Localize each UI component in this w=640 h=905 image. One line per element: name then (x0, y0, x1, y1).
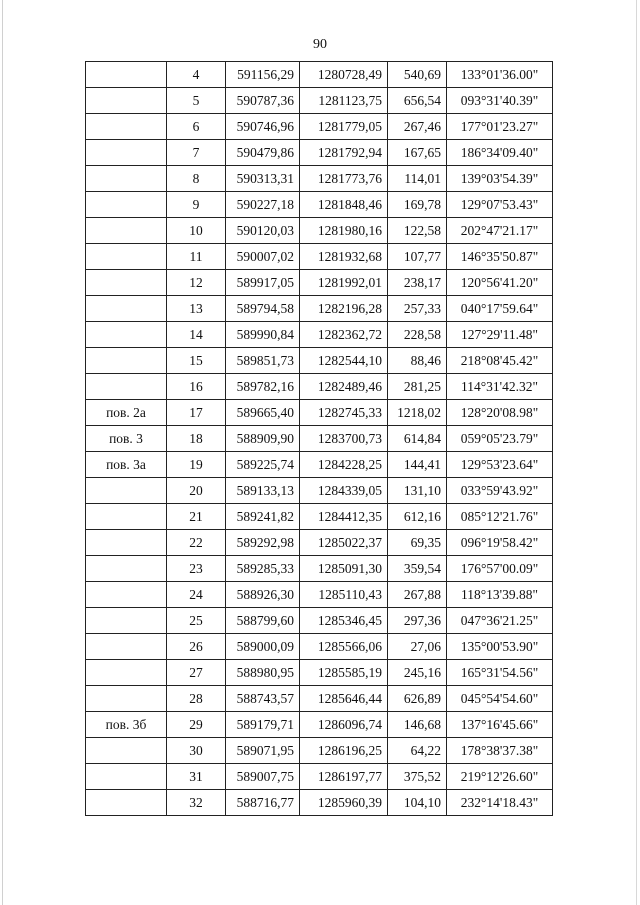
bearing-cell: 219°12'26.60" (447, 764, 553, 790)
y-coordinate-cell: 1282362,72 (300, 322, 388, 348)
distance-cell: 1218,02 (388, 400, 447, 426)
y-coordinate-cell: 1285091,30 (300, 556, 388, 582)
point-number-cell: 15 (167, 348, 226, 374)
turn-label-cell (86, 244, 167, 270)
bearing-cell: 085°12'21.76" (447, 504, 553, 530)
point-number-cell: 17 (167, 400, 226, 426)
turn-label-cell (86, 556, 167, 582)
table-row (86, 88, 553, 114)
x-coordinate-cell: 589071,95 (226, 738, 300, 764)
x-coordinate-cell: 590787,36 (226, 88, 300, 114)
point-number-cell: 24 (167, 582, 226, 608)
turn-label-cell: пов. 2а (86, 400, 167, 426)
x-coordinate-cell: 588909,90 (226, 426, 300, 452)
turn-label-cell (86, 348, 167, 374)
bearing-cell: 137°16'45.66" (447, 712, 553, 738)
distance-cell: 144,41 (388, 452, 447, 478)
point-number-cell: 22 (167, 530, 226, 556)
point-number-cell: 27 (167, 660, 226, 686)
point-number-cell: 11 (167, 244, 226, 270)
bearing-cell: 118°13'39.88" (447, 582, 553, 608)
x-coordinate-cell: 589292,98 (226, 530, 300, 556)
table-row (86, 400, 553, 426)
distance-cell: 540,69 (388, 62, 447, 88)
table-row (86, 348, 553, 374)
bearing-cell: 096°19'58.42" (447, 530, 553, 556)
x-coordinate-cell: 590227,18 (226, 192, 300, 218)
distance-cell: 228,58 (388, 322, 447, 348)
distance-cell: 626,89 (388, 686, 447, 712)
bearing-cell: 186°34'09.40" (447, 140, 553, 166)
y-coordinate-cell: 1281773,76 (300, 166, 388, 192)
point-number-cell: 7 (167, 140, 226, 166)
x-coordinate-cell: 589285,33 (226, 556, 300, 582)
distance-cell: 375,52 (388, 764, 447, 790)
point-number-cell: 20 (167, 478, 226, 504)
point-number-cell: 32 (167, 790, 226, 816)
x-coordinate-cell: 589917,05 (226, 270, 300, 296)
turn-label-cell: пов. 3б (86, 712, 167, 738)
table-row (86, 62, 553, 88)
point-number-cell: 6 (167, 114, 226, 140)
page-edge-right (636, 0, 637, 905)
point-number-cell: 18 (167, 426, 226, 452)
y-coordinate-cell: 1285022,37 (300, 530, 388, 556)
table-row (86, 660, 553, 686)
table-row (86, 582, 553, 608)
bearing-cell: 059°05'23.79" (447, 426, 553, 452)
bearing-cell: 178°38'37.38" (447, 738, 553, 764)
x-coordinate-cell: 590007,02 (226, 244, 300, 270)
turn-label-cell (86, 530, 167, 556)
y-coordinate-cell: 1281932,68 (300, 244, 388, 270)
turn-label-cell (86, 270, 167, 296)
table-row (86, 504, 553, 530)
point-number-cell: 12 (167, 270, 226, 296)
y-coordinate-cell: 1282745,33 (300, 400, 388, 426)
table-row (86, 556, 553, 582)
bearing-cell: 177°01'23.27" (447, 114, 553, 140)
bearing-cell: 047°36'21.25" (447, 608, 553, 634)
bearing-cell: 120°56'41.20" (447, 270, 553, 296)
point-number-cell: 4 (167, 62, 226, 88)
coordinates-table (85, 61, 553, 816)
distance-cell: 167,65 (388, 140, 447, 166)
distance-cell: 169,78 (388, 192, 447, 218)
point-number-cell: 19 (167, 452, 226, 478)
table-row (86, 218, 553, 244)
table-row (86, 374, 553, 400)
y-coordinate-cell: 1280728,49 (300, 62, 388, 88)
bearing-cell: 129°53'23.64" (447, 452, 553, 478)
y-coordinate-cell: 1281123,75 (300, 88, 388, 114)
y-coordinate-cell: 1284412,35 (300, 504, 388, 530)
turn-label-cell (86, 322, 167, 348)
table-row (86, 608, 553, 634)
y-coordinate-cell: 1285960,39 (300, 790, 388, 816)
x-coordinate-cell: 588799,60 (226, 608, 300, 634)
point-number-cell: 13 (167, 296, 226, 322)
x-coordinate-cell: 590120,03 (226, 218, 300, 244)
y-coordinate-cell: 1282196,28 (300, 296, 388, 322)
bearing-cell: 165°31'54.56" (447, 660, 553, 686)
x-coordinate-cell: 588926,30 (226, 582, 300, 608)
turn-label-cell (86, 62, 167, 88)
bearing-cell: 218°08'45.42" (447, 348, 553, 374)
y-coordinate-cell: 1286096,74 (300, 712, 388, 738)
x-coordinate-cell: 588716,77 (226, 790, 300, 816)
distance-cell: 267,46 (388, 114, 447, 140)
y-coordinate-cell: 1284228,25 (300, 452, 388, 478)
distance-cell: 64,22 (388, 738, 447, 764)
turn-label-cell (86, 114, 167, 140)
table-row (86, 244, 553, 270)
x-coordinate-cell: 589782,16 (226, 374, 300, 400)
distance-cell: 69,35 (388, 530, 447, 556)
x-coordinate-cell: 589851,73 (226, 348, 300, 374)
y-coordinate-cell: 1282489,46 (300, 374, 388, 400)
turn-label-cell (86, 686, 167, 712)
point-number-cell: 9 (167, 192, 226, 218)
table-row (86, 192, 553, 218)
distance-cell: 27,06 (388, 634, 447, 660)
turn-label-cell (86, 608, 167, 634)
y-coordinate-cell: 1281792,94 (300, 140, 388, 166)
table-row (86, 140, 553, 166)
y-coordinate-cell: 1286197,77 (300, 764, 388, 790)
distance-cell: 107,77 (388, 244, 447, 270)
table-row (86, 322, 553, 348)
turn-label-cell (86, 140, 167, 166)
turn-label-cell (86, 582, 167, 608)
bearing-cell: 146°35'50.87" (447, 244, 553, 270)
distance-cell: 131,10 (388, 478, 447, 504)
table-row (86, 790, 553, 816)
point-number-cell: 31 (167, 764, 226, 790)
point-number-cell: 29 (167, 712, 226, 738)
y-coordinate-cell: 1285110,43 (300, 582, 388, 608)
turn-label-cell (86, 660, 167, 686)
y-coordinate-cell: 1283700,73 (300, 426, 388, 452)
point-number-cell: 16 (167, 374, 226, 400)
point-number-cell: 25 (167, 608, 226, 634)
distance-cell: 297,36 (388, 608, 447, 634)
bearing-cell: 176°57'00.09" (447, 556, 553, 582)
turn-label-cell (86, 166, 167, 192)
y-coordinate-cell: 1281980,16 (300, 218, 388, 244)
distance-cell: 238,17 (388, 270, 447, 296)
bearing-cell: 127°29'11.48" (447, 322, 553, 348)
coordinates-table-body (86, 62, 553, 816)
table-row (86, 764, 553, 790)
turn-label-cell (86, 296, 167, 322)
bearing-cell: 033°59'43.92" (447, 478, 553, 504)
x-coordinate-cell: 589241,82 (226, 504, 300, 530)
bearing-cell: 045°54'54.60" (447, 686, 553, 712)
bearing-cell: 114°31'42.32" (447, 374, 553, 400)
distance-cell: 612,16 (388, 504, 447, 530)
point-number-cell: 14 (167, 322, 226, 348)
turn-label-cell: пов. 3 (86, 426, 167, 452)
y-coordinate-cell: 1281779,05 (300, 114, 388, 140)
table-row (86, 634, 553, 660)
table-row (86, 738, 553, 764)
x-coordinate-cell: 588980,95 (226, 660, 300, 686)
page-edge-left (2, 0, 3, 905)
turn-label-cell (86, 478, 167, 504)
distance-cell: 281,25 (388, 374, 447, 400)
table-row (86, 114, 553, 140)
distance-cell: 146,68 (388, 712, 447, 738)
table-row (86, 530, 553, 556)
bearing-cell: 040°17'59.64" (447, 296, 553, 322)
x-coordinate-cell: 590746,96 (226, 114, 300, 140)
x-coordinate-cell: 589133,13 (226, 478, 300, 504)
table-row (86, 478, 553, 504)
x-coordinate-cell: 588743,57 (226, 686, 300, 712)
y-coordinate-cell: 1286196,25 (300, 738, 388, 764)
y-coordinate-cell: 1285585,19 (300, 660, 388, 686)
x-coordinate-cell: 590479,86 (226, 140, 300, 166)
table-row (86, 712, 553, 738)
distance-cell: 88,46 (388, 348, 447, 374)
x-coordinate-cell: 589794,58 (226, 296, 300, 322)
x-coordinate-cell: 589179,71 (226, 712, 300, 738)
bearing-cell: 128°20'08.98" (447, 400, 553, 426)
y-coordinate-cell: 1281992,01 (300, 270, 388, 296)
bearing-cell: 135°00'53.90" (447, 634, 553, 660)
turn-label-cell (86, 88, 167, 114)
bearing-cell: 129°07'53.43" (447, 192, 553, 218)
distance-cell: 656,54 (388, 88, 447, 114)
turn-label-cell (86, 374, 167, 400)
point-number-cell: 10 (167, 218, 226, 244)
y-coordinate-cell: 1282544,10 (300, 348, 388, 374)
table-row (86, 452, 553, 478)
bearing-cell: 093°31'40.39" (447, 88, 553, 114)
distance-cell: 257,33 (388, 296, 447, 322)
x-coordinate-cell: 589000,09 (226, 634, 300, 660)
x-coordinate-cell: 589225,74 (226, 452, 300, 478)
distance-cell: 114,01 (388, 166, 447, 192)
x-coordinate-cell: 589007,75 (226, 764, 300, 790)
distance-cell: 245,16 (388, 660, 447, 686)
distance-cell: 104,10 (388, 790, 447, 816)
point-number-cell: 23 (167, 556, 226, 582)
point-number-cell: 30 (167, 738, 226, 764)
distance-cell: 267,88 (388, 582, 447, 608)
bearing-cell: 202°47'21.17" (447, 218, 553, 244)
turn-label-cell (86, 634, 167, 660)
point-number-cell: 8 (167, 166, 226, 192)
point-number-cell: 21 (167, 504, 226, 530)
table-row (86, 296, 553, 322)
point-number-cell: 26 (167, 634, 226, 660)
table-row (86, 426, 553, 452)
table-row (86, 686, 553, 712)
y-coordinate-cell: 1285646,44 (300, 686, 388, 712)
distance-cell: 614,84 (388, 426, 447, 452)
turn-label-cell (86, 738, 167, 764)
turn-label-cell: пов. 3а (86, 452, 167, 478)
point-number-cell: 5 (167, 88, 226, 114)
point-number-cell: 28 (167, 686, 226, 712)
table-row (86, 270, 553, 296)
turn-label-cell (86, 790, 167, 816)
page-number: 90 (313, 37, 327, 52)
y-coordinate-cell: 1284339,05 (300, 478, 388, 504)
bearing-cell: 139°03'54.39" (447, 166, 553, 192)
turn-label-cell (86, 504, 167, 530)
x-coordinate-cell: 589990,84 (226, 322, 300, 348)
turn-label-cell (86, 764, 167, 790)
x-coordinate-cell: 591156,29 (226, 62, 300, 88)
table-row (86, 166, 553, 192)
distance-cell: 122,58 (388, 218, 447, 244)
turn-label-cell (86, 192, 167, 218)
y-coordinate-cell: 1285346,45 (300, 608, 388, 634)
distance-cell: 359,54 (388, 556, 447, 582)
bearing-cell: 133°01'36.00" (447, 62, 553, 88)
y-coordinate-cell: 1281848,46 (300, 192, 388, 218)
x-coordinate-cell: 590313,31 (226, 166, 300, 192)
y-coordinate-cell: 1285566,06 (300, 634, 388, 660)
bearing-cell: 232°14'18.43" (447, 790, 553, 816)
x-coordinate-cell: 589665,40 (226, 400, 300, 426)
turn-label-cell (86, 218, 167, 244)
